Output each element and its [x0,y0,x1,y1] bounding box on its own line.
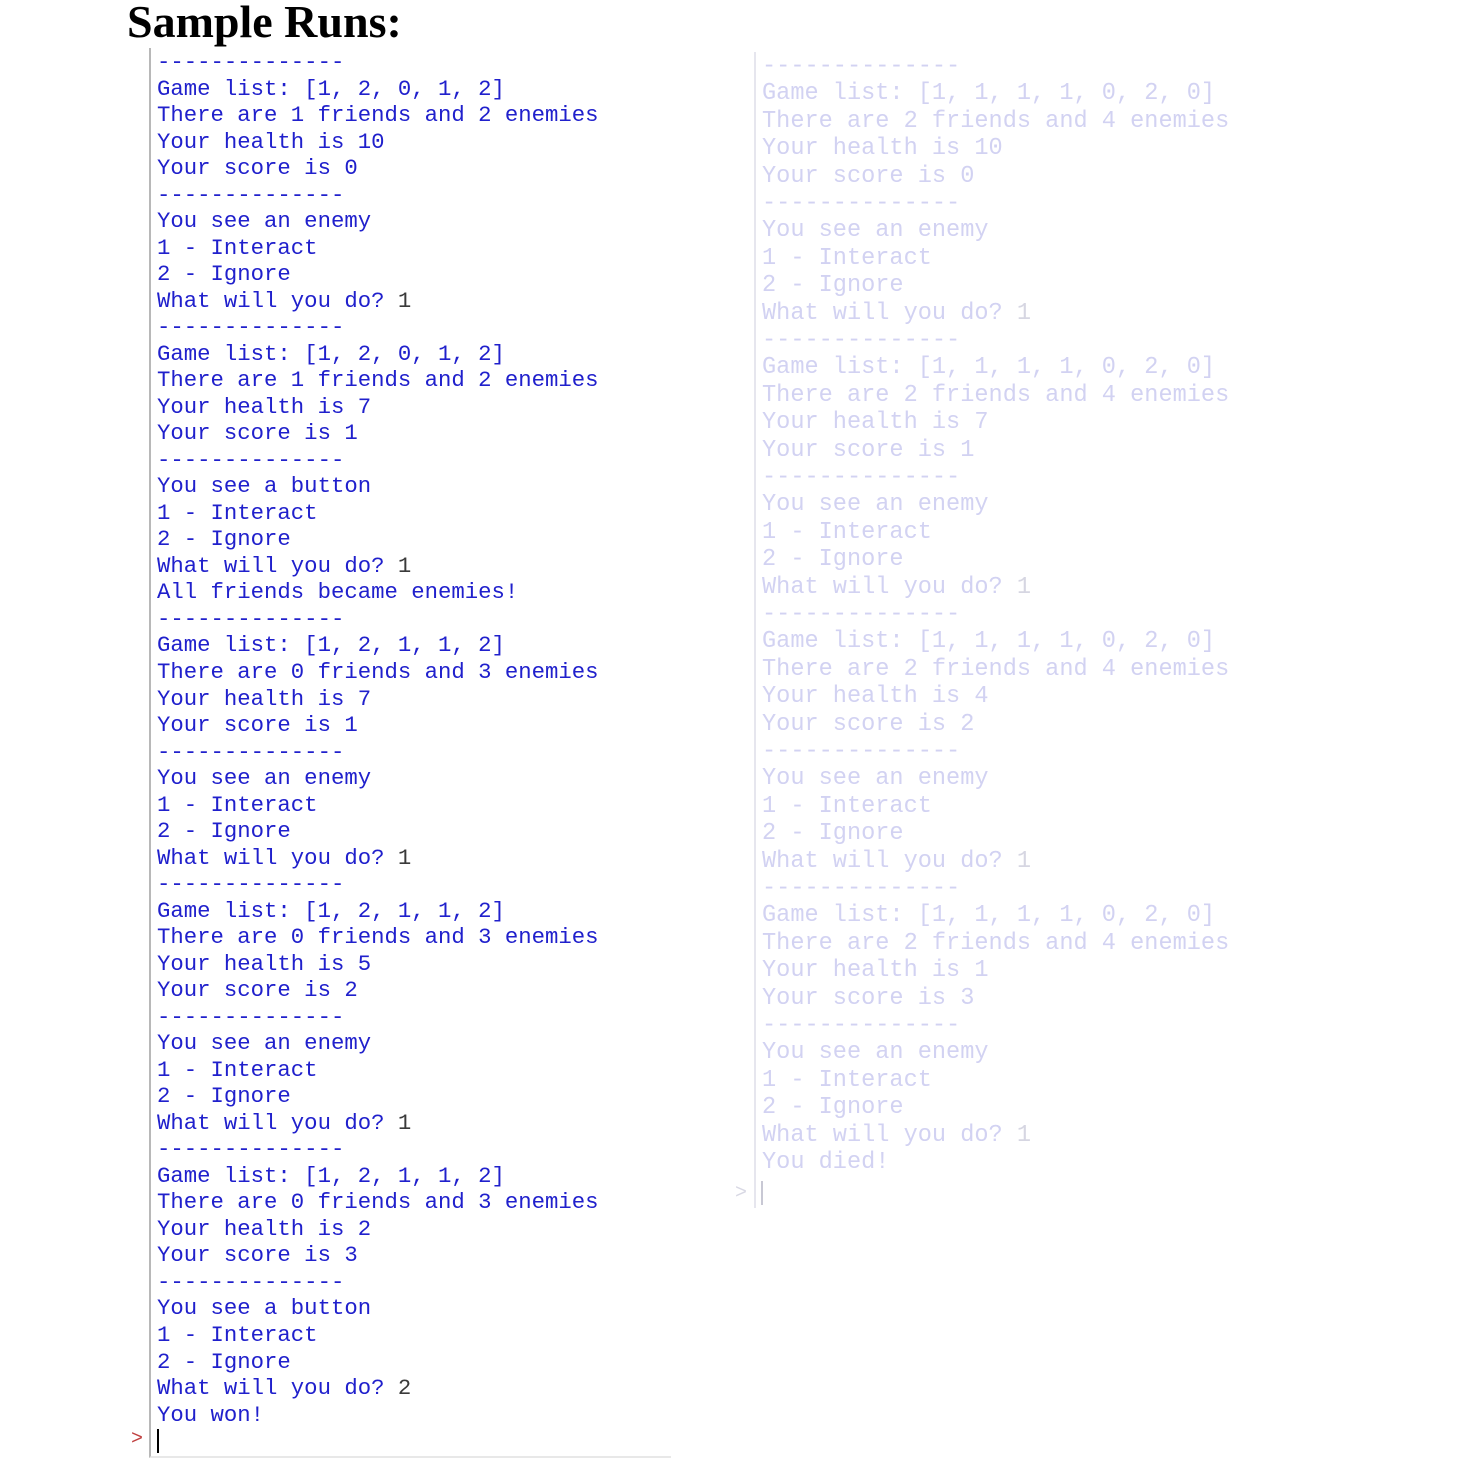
console-output-run-1[interactable] [149,48,671,1458]
console-separator [157,182,344,208]
console-separator [157,1269,344,1295]
console-line-text: You won! [157,1401,265,1428]
console-line-text: You see an enemy [762,1039,989,1067]
console-line [157,1402,264,1428]
console-line [157,579,518,605]
console-line-text: Game list: [1, 2, 1, 1, 2] [157,1162,505,1189]
console-line-text: Game list: [1, 2, 0, 1, 2] [157,75,505,102]
console-line-text: Your health is 7 [157,393,372,420]
console-line-text: What will you do? [762,847,1017,875]
console-line [157,898,505,924]
console-line [157,341,505,367]
console-line-text: What will you do? [157,844,398,871]
console-separator [762,328,960,354]
console-line [157,845,411,871]
console-line [762,931,1229,957]
console-line-text: Game list: [1, 2, 0, 1, 2] [157,340,505,367]
console-line-text: There are 2 friends and 4 enemies [762,655,1230,683]
console-line [157,553,411,579]
console-line-text: Your health is 10 [762,135,1003,163]
console-line [762,712,974,738]
console-line-text: Your score is 0 [762,162,975,190]
console-line-text: 2 - Ignore [157,1083,291,1110]
console-line [762,794,932,820]
user-input-answer: 1 [1016,847,1032,875]
console-line [157,367,599,393]
console-line-text: What will you do? [762,1121,1017,1149]
console-line [762,164,974,190]
console-line [762,520,932,546]
console-line [157,977,358,1003]
console-line-text: 2 - Ignore [762,1094,904,1122]
console-line-text: -------------- [157,605,345,632]
console-line-text: You see an enemy [157,1030,372,1057]
console-line [157,261,291,287]
console-line-text: Game list: [1, 1, 1, 1, 0, 2, 0] [762,80,1216,108]
console-separator [157,49,344,75]
console-line-text: -------------- [157,446,345,473]
console-line [157,76,505,102]
console-line [762,629,1215,655]
console-prompt: > [131,1428,144,1451]
user-input-answer: 1 [1016,299,1032,327]
console-line-text: 1 - Interact [762,1066,932,1094]
console-line-text: Your health is 5 [157,950,372,977]
console-separator [762,602,960,628]
console-line [762,492,989,518]
console-line [157,500,318,526]
console-line [157,1349,291,1375]
console-line-text: Game list: [1, 1, 1, 1, 0, 2, 0] [762,628,1216,656]
console-line-text: -------------- [157,1003,345,1030]
console-line-text: 2 - Ignore [157,526,291,553]
console-line-text: -------------- [762,53,961,80]
console-line [762,218,989,244]
console-line [762,657,1229,683]
console-line [762,438,974,464]
console-line [762,109,1229,135]
user-input-answer: 1 [397,844,412,871]
console-line-text: You see an enemy [762,491,989,519]
console-line-text: Game list: [1, 2, 1, 1, 2] [157,632,505,659]
console-line [762,136,1003,162]
console-line [762,355,1215,381]
console-line-text: -------------- [762,1012,961,1039]
console-line [157,1295,371,1321]
console-line-text: -------------- [762,464,961,491]
console-line-text: What will you do? [157,287,398,314]
console-line-text: You see a button [157,473,372,500]
console-line-text: Game list: [1, 1, 1, 1, 0, 2, 0] [762,354,1216,382]
console-line-text: 2 - Ignore [157,1348,291,1375]
console-line-text: Your score is 1 [157,712,358,738]
console-line-text: -------------- [157,181,345,208]
console-line [157,1216,371,1242]
console-line-text: -------------- [157,49,345,75]
user-input-answer: 1 [397,552,412,579]
console-line-text: You see an enemy [762,765,989,793]
console-line [762,1123,1031,1149]
console-line [762,684,989,710]
text-cursor [157,1429,159,1453]
console-line [762,301,1031,327]
console-line [762,273,904,299]
console-line-text: You died! [762,1149,890,1176]
console-line [762,1095,904,1121]
console-line-text: There are 2 friends and 4 enemies [762,107,1230,135]
console-separator [762,54,960,80]
console-line-text: Your score is 1 [157,420,358,447]
console-line-text: Your health is 7 [157,685,372,712]
console-line-text: Your health is 4 [762,683,989,711]
console-line-text: There are 1 friends and 2 enemies [157,367,599,394]
console-line-text: You see a button [157,1295,372,1322]
console-line [762,410,989,436]
console-line-text: Your score is 2 [157,977,358,1004]
user-input-answer: 1 [1016,1121,1032,1149]
console-line-text: -------------- [157,871,345,898]
console-line [157,792,318,818]
console-line-text: What will you do? [157,552,398,579]
console-line-text: 2 - Ignore [157,818,291,845]
console-line-text: 2 - Ignore [157,261,291,288]
console-line-text: -------------- [762,738,961,765]
user-input-answer: 1 [397,1109,412,1136]
console-line-text: 1 - Interact [157,791,318,818]
console-line-text: You see an enemy [762,217,989,245]
console-line [157,102,599,128]
console-line [762,1068,932,1094]
console-line [157,924,599,950]
console-line [157,1163,505,1189]
console-line-text: There are 0 friends and 3 enemies [157,1189,599,1216]
console-separator [157,739,344,765]
console-line-text: Your score is 2 [762,710,975,738]
console-line [762,821,904,847]
console-line-text: Your score is 0 [157,155,358,182]
user-input-answer: 2 [397,1375,412,1401]
console-line-text: 1 - Interact [157,1056,318,1083]
console-separator [762,465,960,491]
console-line [157,288,411,314]
console-line-text: 1 - Interact [762,244,932,272]
console-line-text: You see an enemy [157,208,372,235]
console-line [157,765,371,791]
console-line-text: 1 - Interact [762,518,932,546]
console-line [157,129,384,155]
text-cursor [761,1181,763,1205]
console-line-text: Your score is 3 [157,1242,358,1269]
console-line-text: Your health is 10 [157,128,385,155]
user-input-answer: 1 [397,287,412,314]
console-separator [157,314,344,340]
console-line-text: 2 - Ignore [762,820,904,848]
console-line [157,1189,599,1215]
console-output-run-2[interactable] [754,52,1306,1208]
console-line [157,951,371,977]
console-line [157,1375,411,1401]
console-line-text: Your score is 3 [762,984,975,1012]
console-separator [762,876,960,902]
console-line [762,849,1031,875]
console-line [157,208,371,234]
console-line [157,712,358,738]
console-separator [157,1136,344,1162]
console-line-text: There are 1 friends and 2 enemies [157,102,599,128]
console-line [762,1150,889,1176]
page-title: Sample Runs: [127,0,402,47]
console-line-text: What will you do? [157,1109,398,1136]
console-line-text: 1 - Interact [762,792,932,820]
console-line-text: Your score is 1 [762,436,975,464]
console-separator [762,191,960,217]
console-separator [157,871,344,897]
console-line [157,526,291,552]
console-separator [157,1004,344,1030]
console-line-text: What will you do? [157,1375,398,1401]
console-line [157,1242,358,1268]
console-line [762,986,974,1012]
console-line-text: There are 0 friends and 3 enemies [157,659,599,685]
console-line [157,818,291,844]
console-line [762,958,989,984]
console-line-text: -------------- [762,875,961,902]
console-line [157,420,358,446]
console-line-text: 1 - Interact [157,499,318,526]
console-line-text: 1 - Interact [157,234,318,261]
console-line [157,155,358,181]
console-line [762,81,1215,107]
console-line-text: -------------- [157,1268,345,1295]
console-separator [157,447,344,473]
console-line [157,1110,411,1136]
console-prompt: > [735,1182,748,1205]
console-line-text: Your health is 7 [762,409,989,437]
console-line [762,246,932,272]
console-line-text: Your health is 2 [157,1215,372,1242]
console-line-text: What will you do? [762,299,1017,327]
console-line [157,1030,371,1056]
console-separator [762,739,960,765]
console-line-text: Your health is 1 [762,957,989,985]
console-line-text: There are 2 friends and 4 enemies [762,929,1230,957]
console-line [762,1040,989,1066]
console-line-text: -------------- [157,1136,345,1163]
console-line-text: -------------- [762,190,961,217]
console-line [157,235,318,261]
console-line-text: Game list: [1, 1, 1, 1, 0, 2, 0] [762,902,1216,930]
console-line-text: There are 2 friends and 4 enemies [762,381,1230,409]
console-line [157,686,371,712]
console-line-text: There are 0 friends and 3 enemies [157,924,599,951]
console-line-text: -------------- [762,601,961,628]
console-line-text: Game list: [1, 2, 1, 1, 2] [157,897,505,924]
console-line [157,473,371,499]
console-line [157,1057,318,1083]
console-line-text: All friends became enemies! [157,579,519,606]
console-line [762,547,904,573]
console-line [157,1083,291,1109]
console-line [157,632,505,658]
console-separator [157,606,344,632]
console-line [762,766,989,792]
user-input-answer: 1 [1016,573,1032,601]
console-line [157,659,599,685]
console-line-text: 1 - Interact [157,1322,318,1348]
console-line-text: -------------- [157,738,345,765]
console-line [157,394,371,420]
console-line-text: 2 - Ignore [762,546,904,574]
console-line-text: What will you do? [762,573,1017,601]
console-line [762,903,1215,929]
console-line-text: You see an enemy [157,765,372,791]
console-line-text: -------------- [157,314,345,341]
console-line [762,575,1031,601]
console-line [762,383,1229,409]
console-line [157,1322,318,1348]
console-line-text: -------------- [762,327,961,354]
console-line-text: 2 - Ignore [762,272,904,300]
console-separator [762,1013,960,1039]
